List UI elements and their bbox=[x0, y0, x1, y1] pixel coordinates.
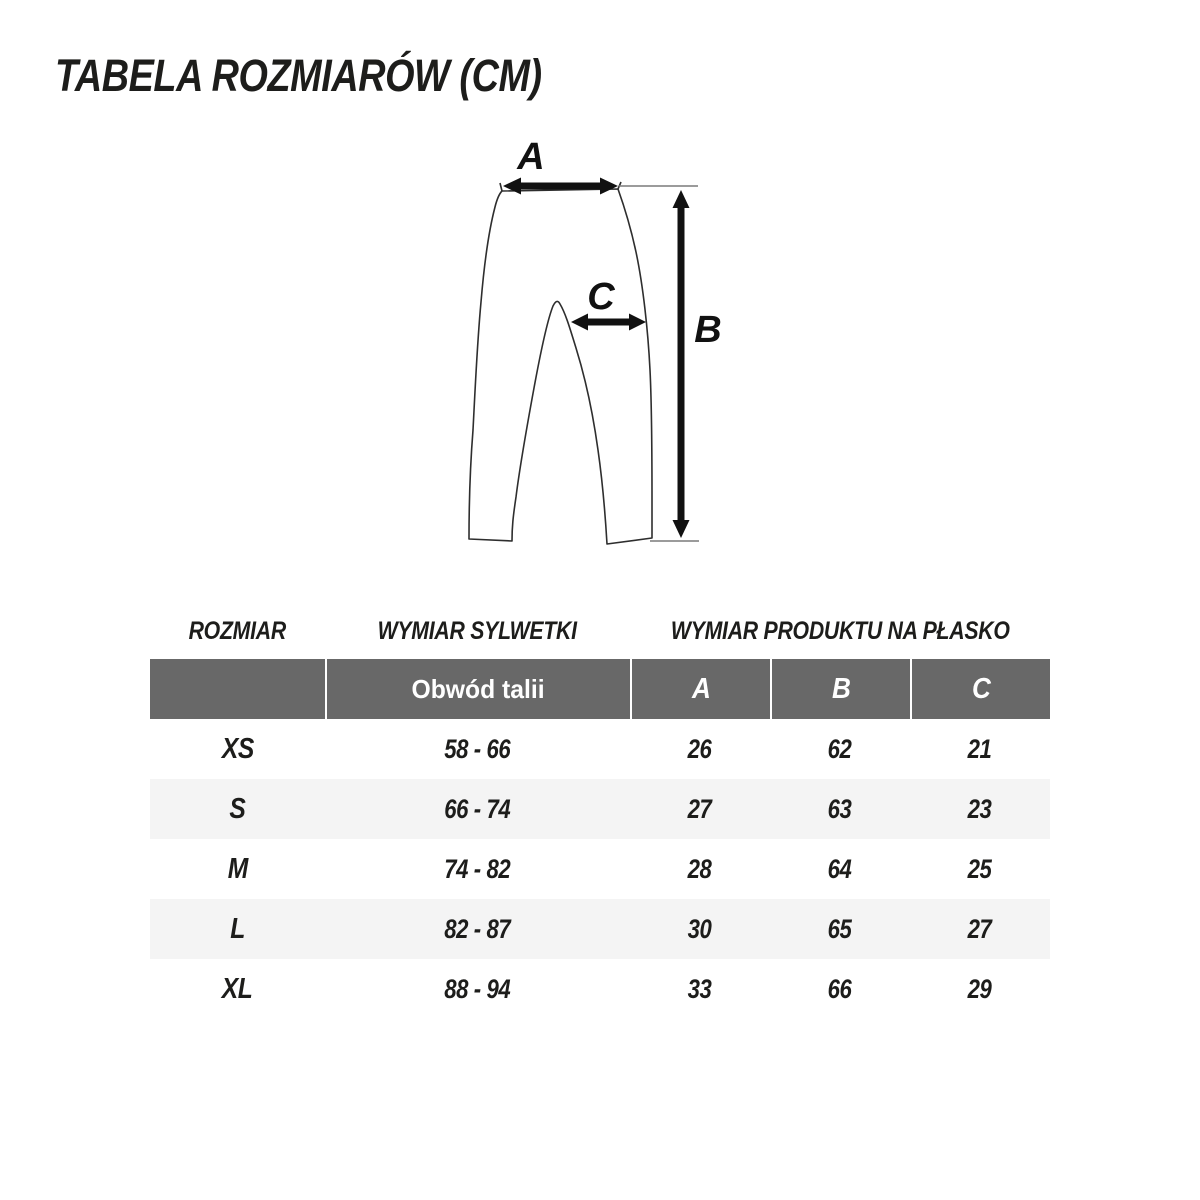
column-group-product-flat-label: WYMIAR PRODUKTU NA PŁASKO bbox=[670, 617, 1010, 645]
table-row-xs bbox=[150, 719, 1050, 779]
header-cell-waist bbox=[325, 659, 630, 719]
header-cell-b bbox=[770, 659, 910, 719]
cell-b: 65 bbox=[828, 913, 852, 944]
column-group-body-measurement bbox=[325, 614, 630, 648]
header-cell-empty bbox=[150, 659, 325, 719]
cell-size: M bbox=[227, 852, 248, 885]
column-group-size-label: ROZMIAR bbox=[188, 617, 287, 645]
table-row-s bbox=[150, 779, 1050, 839]
cell-waist: 74 - 82 bbox=[444, 853, 511, 884]
cell-a: 33 bbox=[688, 973, 712, 1004]
cell-waist: 58 - 66 bbox=[444, 733, 511, 764]
cell-a: 30 bbox=[688, 913, 712, 944]
cell-b: 66 bbox=[828, 973, 852, 1004]
table-row-l bbox=[150, 899, 1050, 959]
header-waist-label: Obwód talii bbox=[411, 673, 546, 704]
cell-b: 63 bbox=[828, 793, 852, 824]
column-group-body-measurement-label: WYMIAR SYLWETKI bbox=[377, 617, 578, 645]
size-table bbox=[150, 659, 1050, 1019]
cell-a: 28 bbox=[688, 853, 712, 884]
cell-a: 26 bbox=[688, 733, 712, 764]
arrow-b bbox=[673, 190, 690, 538]
cell-c: 23 bbox=[968, 793, 992, 824]
cell-size: L bbox=[230, 912, 245, 945]
waistband-nub-left bbox=[500, 183, 502, 191]
cell-c: 21 bbox=[968, 733, 992, 764]
cell-waist: 88 - 94 bbox=[444, 973, 511, 1004]
cell-size: XS bbox=[221, 732, 254, 765]
table-row-xl bbox=[150, 959, 1050, 1019]
cell-b: 64 bbox=[828, 853, 852, 884]
cell-c: 27 bbox=[968, 913, 992, 944]
table-row-m bbox=[150, 839, 1050, 899]
header-cell-a bbox=[630, 659, 770, 719]
header-b-label: B bbox=[831, 672, 851, 705]
pants-measurement-diagram bbox=[420, 125, 750, 565]
pants-outline bbox=[469, 189, 652, 544]
column-group-product-flat bbox=[630, 614, 1050, 648]
cell-size: XL bbox=[222, 972, 253, 1005]
diagram-label-a: A bbox=[517, 136, 545, 178]
cell-c: 25 bbox=[968, 853, 992, 884]
table-header-row bbox=[150, 659, 1050, 719]
cell-waist: 82 - 87 bbox=[444, 913, 511, 944]
header-cell-c bbox=[910, 659, 1050, 719]
cell-b: 62 bbox=[828, 733, 852, 764]
page-title: TABELA ROZMIARÓW (CM) bbox=[55, 50, 542, 101]
header-a-label: A bbox=[691, 672, 711, 705]
cell-c: 29 bbox=[968, 973, 992, 1004]
cell-a: 27 bbox=[688, 793, 712, 824]
diagram-label-c: C bbox=[587, 276, 615, 318]
cell-waist: 66 - 74 bbox=[444, 793, 511, 824]
cell-size: S bbox=[229, 792, 246, 825]
header-c-label: C bbox=[971, 672, 991, 705]
diagram-label-b: B bbox=[694, 309, 722, 351]
column-group-size bbox=[150, 614, 325, 648]
